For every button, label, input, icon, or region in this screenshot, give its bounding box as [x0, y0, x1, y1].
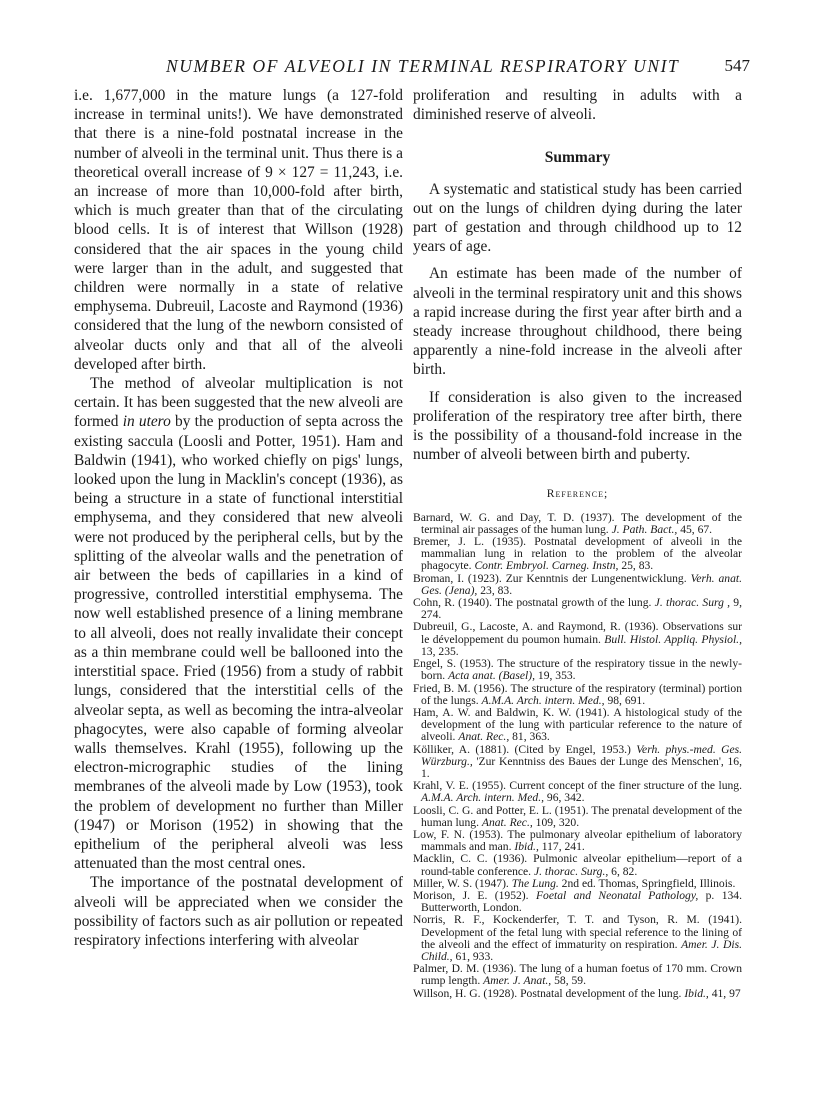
- paragraph: The importance of the postnatal development of alveoli will be appreciated when we consider the possibility of factors such as air pollution or repeated respiratory infections interfering with alveolar: [74, 874, 403, 949]
- reference-volume: 2nd ed. Thomas, Springfield, Illinois.: [558, 876, 736, 890]
- reference-journal: Anat. Rec.,: [481, 815, 533, 829]
- reference-item: [413, 536, 742, 573]
- reference-volume: p. 134. Butterworth, London.: [421, 888, 743, 915]
- reference-item: [413, 914, 742, 963]
- summary-paragraph: An estimate has been made of the number of alveoli in the terminal respiratory unit and this shows a rapid increase during the first year after birth and a steady increase throughout childhood, there being apparently a nine-fold increase in the alveoli after birth.: [413, 265, 742, 379]
- reference-journal: Verh. anat. Ges. (Jena),: [421, 571, 742, 597]
- reference-text: Barnard, W. G. and Day, T. D. (1937). The development of the terminal air passages of the human lung.: [413, 510, 742, 536]
- reference-journal: Amer. J. Dis. Child.,: [421, 937, 742, 963]
- reference-volume: 13, 235.: [421, 644, 459, 658]
- reference-text: Kölliker, A. (1881). (Cited by Engel, 1953.): [413, 742, 637, 756]
- reference-item: [413, 780, 742, 804]
- reference-journal: Verh. phys.-med. Ges. Würzburg.,: [421, 742, 742, 768]
- page-number: 547: [724, 56, 750, 75]
- running-title: NUMBER OF ALVEOLI IN TERMINAL RESPIRATORY UNIT: [166, 56, 680, 76]
- left-column: [74, 86, 403, 950]
- reference-item: [413, 597, 742, 621]
- reference-item: [413, 890, 742, 914]
- reference-volume: 58, 59.: [551, 974, 586, 988]
- reference-item: [413, 963, 742, 987]
- reference-item: [413, 805, 742, 829]
- reference-text: Morison, J. E. (1952).: [413, 888, 536, 902]
- paragraph: proliferation and resulting in adults with a diminished reserve of alveoli.: [413, 87, 742, 124]
- reference-volume: 96, 342.: [544, 791, 585, 805]
- reference-text: Bremer, J. L. (1935). Postnatal development of alveoli in the mammalian lung in relation to the problem of the alveolar phagocyte.: [413, 535, 742, 573]
- reference-list: [413, 512, 742, 1000]
- reference-journal: The Lung.: [511, 876, 559, 890]
- reference-volume: 117, 241.: [538, 840, 585, 854]
- reference-item: [413, 988, 742, 1000]
- reference-journal: Acta anat. (Basel),: [448, 669, 535, 683]
- reference-text: Dubreuil, G., Lacoste, A. and Raymond, R. (1936). Observations sur le développement du poumon humain.: [413, 620, 742, 646]
- reference-text: Miller, W. S. (1947).: [413, 876, 512, 890]
- reference-volume: 'Zur Kenntniss des Baues der Lunge des Menschen', 16, 1.: [421, 754, 742, 780]
- reference-item: [413, 512, 742, 536]
- reference-volume: 9, 274.: [421, 596, 743, 622]
- summary-paragraph: If consideration is also given to the increased proliferation of the respiratory tree after birth, there is the possibility of a thousand-fold increase in the number of alveoli between birth and puberty.: [413, 388, 742, 464]
- reference-journal: J. thorac. Surg ,: [654, 596, 731, 610]
- reference-item: [413, 853, 742, 877]
- reference-item: [413, 829, 742, 853]
- page-header: [70, 56, 750, 80]
- italic-text: in utero: [122, 413, 171, 431]
- reference-text: Ham, A. W. and Baldwin, K. W. (1941). A histological study of the development of the lung with particular reference to the nature of alveoli.: [413, 705, 742, 744]
- reference-journal: J. Path. Bact.,: [611, 522, 678, 536]
- reference-item: [413, 658, 742, 682]
- reference-text: Engel, S. (1953). The structure of the respiratory tissue in the newly-born.: [413, 657, 742, 683]
- paragraph: i.e. 1,677,000 in the mature lungs (a 127-fold increase in terminal units!). We have demonstrated that there is a nine-fold postnatal increase in the number of alveoli in the terminal unit. Thus there is a theoretical overall increase of 9 × 127 = 11,243, i.e. an increase of more than 10,000-fold after birth, which is much greater than that of the circulating blood cells. It is of interest that Willson (1928) considered that the air spaces in the young child were larger than in the adult, and suggested that children were normally in a state of relative emphysema. Dubreuil, Lacoste and Raymond (1936) considered that the lung of the newborn consisted of alveolar ducts only and that all of the alveoli developed after birth.: [74, 87, 403, 373]
- reference-item: [413, 573, 742, 597]
- reference-volume: 81, 363.: [509, 730, 550, 744]
- right-column: [413, 86, 742, 1000]
- reference-journal: A.M.A. Arch. intern. Med.,: [481, 693, 605, 707]
- text-span: by the production of septa across the existing saccula (Loosli and Potter, 1951). Ham and Baldwin (1941), who worked chiefly on pigs' lungs, looked upon the lung in Macklin's concept (1936), as being a structure in a state of functional interstitial emphysema, and they considered that new alveoli were not produced by the peripheral cells, but by the splitting of the alveolar walls and the penetration of air between the beds of capillaries in a kind of progressive, controlled interstitial emphysema. The now well established presence of a lining membrane to all alveoli, does not really invalidate their concept as a thin membrane could well be ballooned into the interstitial space. Fried (1956) from a study of rabbit lungs, considered that the interstitial cells of the alveolar septa, as well as becoming the intra-alveolar phagocytes, were also capable of forming alveolar walls themselves. Krahl (1955), following up the electron-micrographic studies of the lining membranes of the alveoli made by Low (1953), took the problem of development no further than Miller (1947) or Morison (1952) in showing that the epithelium of the peripheral alveoli was less attenuated than the most central ones.: [74, 413, 403, 873]
- reference-volume: 19, 353.: [535, 669, 576, 683]
- reference-text: Cohn, R. (1940). The postnatal growth of the lung.: [413, 596, 655, 610]
- reference-journal: Anat. Rec.,: [458, 730, 510, 744]
- references-heading: Reference;: [546, 487, 609, 501]
- summary-paragraph: A systematic and statistical study has been carried out on the lungs of children dying during the later part of gestation and through childhood up to 12 years of age.: [413, 180, 742, 256]
- reference-item: [413, 683, 742, 707]
- reference-text: Palmer, D. M. (1936). The lung of a human foetus of 170 mm. Crown rump length.: [413, 962, 742, 988]
- reference-item: [413, 621, 742, 658]
- reference-text: Loosli, C. G. and Potter, E. L. (1951). The prenatal development of the human lung.: [413, 803, 742, 829]
- reference-volume: 23, 83.: [477, 583, 513, 597]
- reference-journal: Bull. Histol. Appliq. Physiol.,: [604, 632, 742, 646]
- reference-volume: 61, 933.: [452, 949, 494, 963]
- reference-text: Norris, R. F., Kockenderfer, T. T. and Tyson, R. M. (1941). Development of the fetal lung with special reference to the lining of the alveoli and the effect of immaturity on respiration.: [413, 913, 742, 951]
- reference-volume: 41, 97: [708, 986, 741, 1000]
- text-span: The method of alveolar multiplication is not certain. It has been suggested that the new alveoli are formed: [74, 375, 403, 431]
- reference-volume: 98, 691.: [604, 693, 646, 707]
- reference-volume: 45, 67.: [677, 522, 713, 536]
- reference-volume: 6, 82.: [608, 864, 638, 878]
- reference-journal: J. thorac. Surg.,: [533, 864, 609, 878]
- reference-journal: Foetal and Neonatal Pathology,: [535, 888, 699, 902]
- reference-journal: A.M.A. Arch. intern. Med.,: [421, 791, 544, 805]
- reference-journal: Ibid.,: [684, 986, 709, 1000]
- reference-text: Macklin, C. C. (1936). Pulmonic alveolar epithelium—report of a round-table conference.: [413, 852, 742, 878]
- reference-text: Broman, I. (1923). Zur Kenntnis der Lungenentwicklung.: [413, 571, 691, 585]
- reference-journal: Amer. J. Anat.,: [483, 974, 552, 988]
- reference-journal: Ibid.,: [514, 840, 539, 854]
- reference-text: Fried, B. M. (1956). The structure of the respiratory (terminal) portion of the lungs.: [413, 681, 742, 707]
- reference-item: [413, 744, 742, 781]
- reference-volume: 25, 83.: [618, 559, 654, 573]
- reference-item: [413, 707, 742, 744]
- paragraph: [74, 374, 403, 873]
- reference-journal: Contr. Embryol. Carneg. Instn,: [474, 559, 619, 573]
- section-heading: Summary: [544, 149, 611, 167]
- reference-text: Low, F. N. (1953). The pulmonary alveolar epithelium of laboratory mammals and man.: [413, 827, 742, 854]
- reference-text: Krahl, V. E. (1955). Current concept of the finer structure of the lung.: [413, 779, 742, 793]
- reference-text: Willson, H. G. (1928). Postnatal development of the lung.: [413, 986, 685, 1000]
- reference-volume: 109, 320.: [532, 815, 580, 829]
